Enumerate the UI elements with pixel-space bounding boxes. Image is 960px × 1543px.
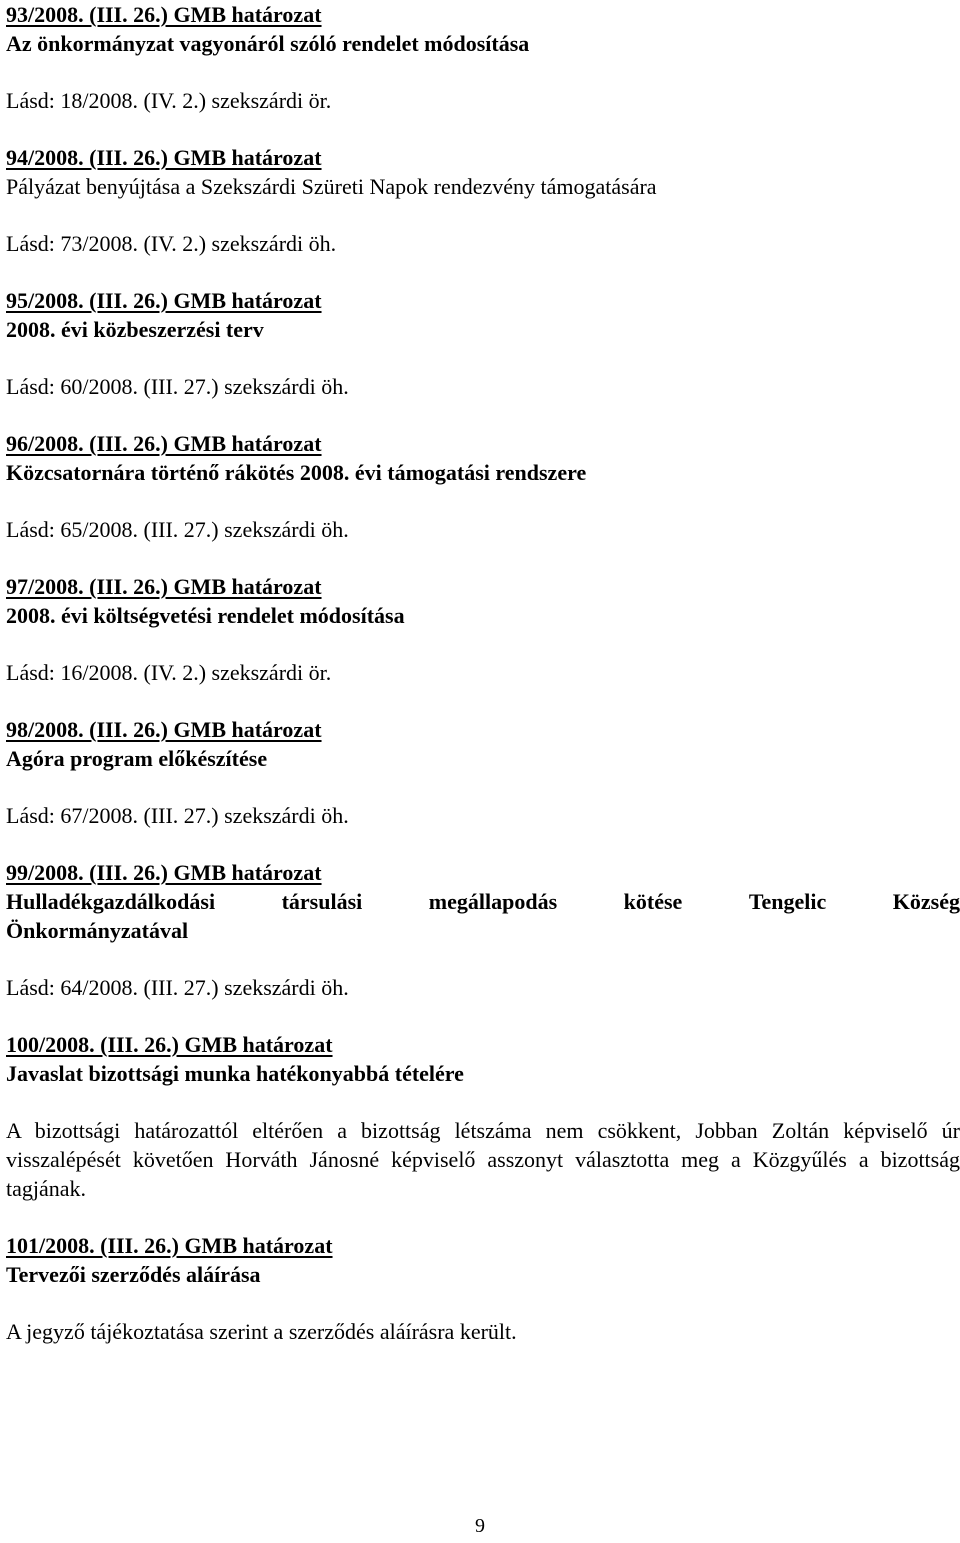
resolution-title: Az önkormányzat vagyonáról szóló rendelet módosítása [6,31,530,56]
resolution-heading: 98/2008. (III. 26.) GMB határozat [6,717,322,742]
resolution-title: Javaslat bizottsági munka hatékonyabbá tételére [6,1061,464,1086]
resolution-heading: 97/2008. (III. 26.) GMB határozat [6,574,322,599]
resolution-93 [6,0,960,143]
resolution-heading: 94/2008. (III. 26.) GMB határozat [6,145,322,170]
resolution-98 [6,715,960,858]
resolution-reference: Lásd: 16/2008. (IV. 2.) szekszárdi ör. [6,660,332,685]
title-word: Község [892,889,960,914]
resolution-heading: 99/2008. (III. 26.) GMB határozat [6,860,322,885]
resolution-heading: 100/2008. (III. 26.) GMB határozat [6,1032,333,1057]
resolution-title: Pályázat benyújtása a Szekszárdi Szüreti Napok rendezvény támogatására [6,174,657,199]
document-page [6,0,960,1346]
page-number: 9 [475,1515,485,1537]
resolution-title: Közcsatornára történő rákötés 2008. évi támogatási rendszere [6,460,587,485]
title-word: Tengelic [748,889,827,914]
resolution-reference: Lásd: 73/2008. (IV. 2.) szekszárdi öh. [6,231,337,256]
resolution-97 [6,572,960,715]
resolution-paragraph: A jegyző tájékoztatása szerint a szerződés aláírásra került. [6,1319,517,1344]
title-word: kötése [623,889,683,914]
resolution-95 [6,286,960,429]
resolution-reference: Lásd: 60/2008. (III. 27.) szekszárdi öh. [6,374,349,399]
resolution-title: 2008. évi közbeszerzési terv [6,317,264,342]
resolution-reference: Lásd: 18/2008. (IV. 2.) szekszárdi ör. [6,88,332,113]
title-word: társulási [281,889,363,914]
resolution-title: Tervezői szerződés aláírása [6,1262,261,1287]
resolution-reference: Lásd: 67/2008. (III. 27.) szekszárdi öh. [6,803,349,828]
resolution-94 [6,143,960,286]
resolution-paragraph: A bizottsági határozattól eltérően a bizottság létszáma nem csökkent, Jobban Zoltán képviselő úr visszalépését követően Horváth Jánosné képviselő asszonyt választotta meg a Közgyűlés a bizottság tagjának. [6,1118,960,1201]
resolution-99 [6,858,960,1030]
resolution-heading: 96/2008. (III. 26.) GMB határozat [6,431,322,456]
resolution-heading: 95/2008. (III. 26.) GMB határozat [6,288,322,313]
title-word: megállapodás [428,889,558,914]
resolution-101 [6,1231,960,1346]
resolution-reference: Lásd: 65/2008. (III. 27.) szekszárdi öh. [6,517,349,542]
resolution-96 [6,429,960,572]
resolution-title: Agóra program előkészítése [6,746,268,771]
resolution-heading: 101/2008. (III. 26.) GMB határozat [6,1233,333,1258]
title-word: Hulladékgazdálkodási [6,889,216,914]
resolution-heading: 93/2008. (III. 26.) GMB határozat [6,2,322,27]
resolution-title: 2008. évi költségvetési rendelet módosítása [6,603,405,628]
resolution-title-line-2: Önkormányzatával [6,918,189,943]
resolution-reference: Lásd: 64/2008. (III. 27.) szekszárdi öh. [6,975,349,1000]
resolution-title-line-1 [6,887,960,916]
resolution-100 [6,1030,960,1231]
